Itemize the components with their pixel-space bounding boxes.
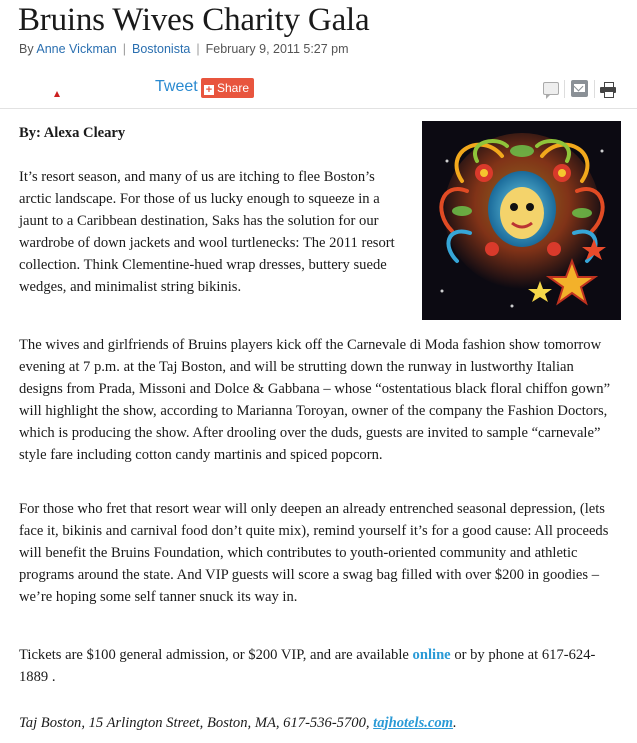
article-toolbar [0, 74, 637, 109]
toolbar-divider [594, 80, 595, 98]
flag-icon[interactable] [54, 91, 60, 97]
tajhotels-link[interactable]: tajhotels.com [373, 715, 454, 731]
post-date: February 9, 2011 5:27 pm [205, 42, 349, 56]
paragraph: It’s resort season, and many of us are itching to flee Boston’s arctic landscape. For those of us lucky enough to squeeze in a jaunt to a Caribbean destination, Saks has the solution for our wardrobe of down jackets and wool turtlenecks: The 2011 resort collection. Think Clementine-hued wrap dresses, buttery suede wedges, and minimalist string bikinis. [19, 169, 395, 295]
print-icon[interactable] [600, 82, 616, 96]
article-author-line: By: Alexa Cleary [19, 125, 126, 141]
paragraph: For those who fret that resort wear will only deepen an already entrenched seasonal depression, (lets face it, bikinis and carnival food don’t quite mix), remind yourself it’s for a good cause: All proceeds will benefit the Bruins Foundation, which contributes to youth-oriented community and athletic programs around the state. And VIP guests will score a swag bag filled with over $200 in goodies – we’re hoping some self tanner snuck its way in. [19, 501, 609, 605]
email-icon[interactable] [571, 80, 588, 97]
byline-prefix: By [19, 42, 34, 56]
carnival-mask-illustration [422, 121, 621, 320]
plus-icon: + [205, 84, 213, 96]
venue-info: Taj Boston, 15 Arlington Street, Boston, MA, 617-536-5700, tajhotels.com. [19, 715, 457, 731]
comment-icon[interactable] [543, 82, 559, 95]
toolbar-divider [564, 80, 565, 98]
online-tickets-link[interactable]: online [412, 647, 451, 663]
section-link[interactable]: Bostonista [132, 42, 191, 56]
author-link[interactable]: Anne Vickman [36, 42, 117, 56]
share-button[interactable] [201, 78, 254, 98]
paragraph: The wives and girlfriends of Bruins players kick off the Carnevale di Moda fashion show tomorrow evening at 7 p.m. at the Taj Boston, and will be strutting down the runway in lustworthy Italian designs from Prada, Missoni and Dolce & Gabbana – whose “ostentatious black floral chiffon gown” will highlight the show, according to Marianna Toroyan, owner of the company the Fashion Doctors, which is producing the show. After drooling over the duds, guests are invited to sample “carnevale” style fare including cotton candy martinis and spiced popcorn. [19, 337, 611, 463]
paragraph: Tickets are $100 general admission, or $200 VIP, and are available online or by phone at 617-624-1889 . [19, 647, 596, 685]
illustration-svg [422, 121, 621, 320]
article-title: Bruins Wives Charity Gala [18, 2, 370, 38]
byline: By Anne Vickman | Bostonista | February 9, 2011 5:27 pm [19, 42, 349, 56]
tweet-button[interactable]: Tweet [155, 78, 198, 95]
share-label: Share [217, 81, 250, 95]
